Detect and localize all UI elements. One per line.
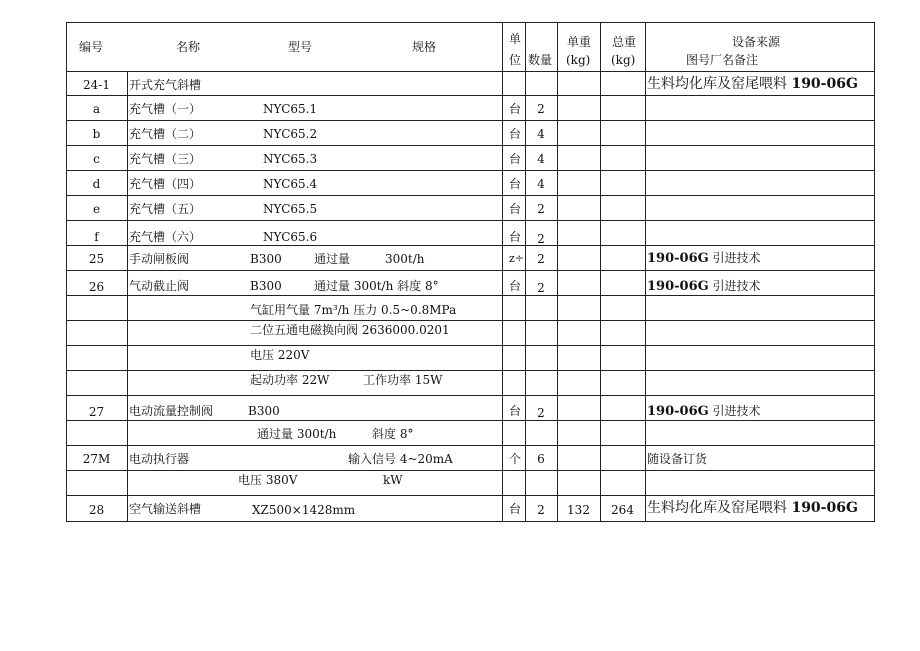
cell-no: 28 <box>88 503 105 517</box>
col-line-spec <box>502 22 503 522</box>
cell-spec: 通过量 300t/h 斜度 8° <box>314 279 439 293</box>
col-line-no <box>127 71 128 522</box>
cell-unit: 台 <box>509 230 522 244</box>
cell-no: e <box>92 202 101 216</box>
cell-name: 充气槽（四） <box>129 177 202 191</box>
cell-source: 生料均化库及窑尾喂料 190-06G <box>647 500 858 516</box>
cell-no: 24-1 <box>83 78 110 92</box>
cell-spec-2: kW <box>383 473 403 487</box>
header-unit-weight-1: 单重 <box>567 35 592 49</box>
cell-model: NYC65.5 <box>263 202 318 216</box>
cell-unit: z÷ <box>509 252 525 265</box>
cell-name: 充气槽（二） <box>129 127 202 141</box>
cell-name: 空气输送斜槽 <box>129 502 202 516</box>
col-line-qty <box>557 22 558 522</box>
cell-unit: 台 <box>509 127 522 141</box>
cell-unit: 台 <box>509 502 522 516</box>
row-line <box>66 195 875 196</box>
cell-name: 电动执行器 <box>129 452 190 466</box>
cell-name: 手动闸板阀 <box>129 252 190 266</box>
cell-no: c <box>93 152 100 166</box>
row-line <box>66 95 875 96</box>
cell-qty: 2 <box>537 281 545 295</box>
header-unit-2: 位 <box>509 53 522 67</box>
row-line <box>66 370 875 371</box>
cell-spec: 电压 220V <box>250 348 310 362</box>
cell-no: d <box>92 177 101 191</box>
header-total-weight-1: 总重 <box>612 35 637 49</box>
row-line <box>66 320 875 321</box>
header-unit-1: 单 <box>509 32 522 46</box>
cell-unit: 台 <box>509 202 522 216</box>
col-line-unit <box>525 22 526 522</box>
cell-source: 190-06G 引进技术 <box>647 404 761 419</box>
row-line <box>66 445 875 446</box>
cell-total-weight: 264 <box>611 503 634 517</box>
row-line <box>66 495 875 496</box>
cell-qty: 4 <box>537 152 545 166</box>
header-bottom-line <box>66 71 875 72</box>
cell-unit: 台 <box>509 279 522 293</box>
cell-no: 27 <box>88 405 105 419</box>
table-border-bottom <box>66 521 875 522</box>
cell-unit: 台 <box>509 152 522 166</box>
cell-model: B300 <box>248 404 280 418</box>
cell-spec: 通过量 300t/h <box>257 427 337 441</box>
cell-qty: 4 <box>537 177 545 191</box>
cell-model: B300 <box>250 252 282 266</box>
header-total-weight-2: (kg) <box>611 53 636 67</box>
cell-model: NYC65.2 <box>263 127 318 141</box>
cell-name: 充气槽（三） <box>129 152 202 166</box>
col-line-tw <box>645 22 646 522</box>
cell-qty: 4 <box>537 127 545 141</box>
cell-model: B300 <box>250 279 282 293</box>
cell-no: b <box>92 127 101 141</box>
header-source-1: 设备来源 <box>732 35 781 49</box>
cell-qty: 2 <box>537 202 545 216</box>
cell-spec: 输入信号 4~20mA <box>348 452 453 466</box>
cell-source: 190-06G 引进技术 <box>647 251 761 266</box>
cell-qty: 2 <box>537 503 545 517</box>
cell-spec-2: 300t/h <box>385 252 425 266</box>
cell-model: NYC65.1 <box>263 102 318 116</box>
cell-spec: 通过量 <box>314 252 351 266</box>
cell-no: 27M <box>82 452 111 466</box>
cell-no: a <box>92 102 101 116</box>
row-line <box>66 245 875 246</box>
cell-spec-2: 工作功率 15W <box>363 373 443 387</box>
header-source-2: 图号厂名备注 <box>686 53 759 67</box>
header-spec: 规格 <box>412 40 437 54</box>
cell-source: 随设备订货 <box>647 452 708 466</box>
cell-name: 充气槽（五） <box>129 202 202 216</box>
row-line <box>66 395 875 396</box>
row-line <box>66 470 875 471</box>
cell-qty: 2 <box>537 252 545 266</box>
cell-model: NYC65.4 <box>263 177 318 191</box>
cell-name: 充气槽（六） <box>129 230 202 244</box>
header-name: 名称 <box>176 40 201 54</box>
cell-unit-weight: 132 <box>567 503 590 517</box>
cell-name: 开式充气斜槽 <box>129 78 202 92</box>
header-unit-weight-2: (kg) <box>566 53 591 67</box>
cell-source: 190-06G 引进技术 <box>647 279 761 294</box>
cell-model: NYC65.3 <box>263 152 318 166</box>
cell-no: 25 <box>88 252 105 266</box>
cell-model: XZ500×1428mm <box>252 503 356 517</box>
cell-unit: 台 <box>509 177 522 191</box>
cell-spec: 起动功率 22W <box>250 373 330 387</box>
cell-qty: 2 <box>537 232 545 246</box>
row-line <box>66 295 875 296</box>
equipment-table <box>66 22 875 522</box>
table-border-left <box>66 22 67 522</box>
cell-no: f <box>94 230 99 244</box>
cell-qty: 6 <box>537 452 545 466</box>
cell-name: 气动截止阀 <box>129 279 190 293</box>
cell-name: 充气槽（一） <box>129 102 202 116</box>
cell-spec: 二位五通电磁换向阀 2636000.0201 <box>250 323 450 337</box>
row-line <box>66 170 875 171</box>
header-model: 型号 <box>288 40 313 54</box>
row-line <box>66 220 875 221</box>
col-line-uw <box>600 22 601 522</box>
cell-name: 电动流量控制阀 <box>129 404 214 418</box>
cell-source: 生料均化库及窑尾喂料 190-06G <box>647 76 858 92</box>
table-border-top <box>66 22 875 23</box>
cell-no: 26 <box>88 280 105 294</box>
cell-unit: 台 <box>509 102 522 116</box>
table-border-right <box>874 22 875 522</box>
row-line <box>66 345 875 346</box>
row-line <box>66 420 875 421</box>
cell-unit: 个 <box>509 452 522 466</box>
cell-spec: 电压 380V <box>238 473 298 487</box>
cell-spec-2: 斜度 8° <box>372 427 414 441</box>
cell-qty: 2 <box>537 102 545 116</box>
cell-unit: 台 <box>509 404 522 418</box>
cell-spec: 气缸用气量 7m³/h 压力 0.5~0.8MPa <box>250 303 457 317</box>
header-no: 编号 <box>79 40 104 54</box>
row-line <box>66 270 875 271</box>
header-qty: 数量 <box>528 53 553 67</box>
row-line <box>66 145 875 146</box>
cell-model: NYC65.6 <box>263 230 318 244</box>
row-line <box>66 120 875 121</box>
cell-qty: 2 <box>537 406 545 420</box>
